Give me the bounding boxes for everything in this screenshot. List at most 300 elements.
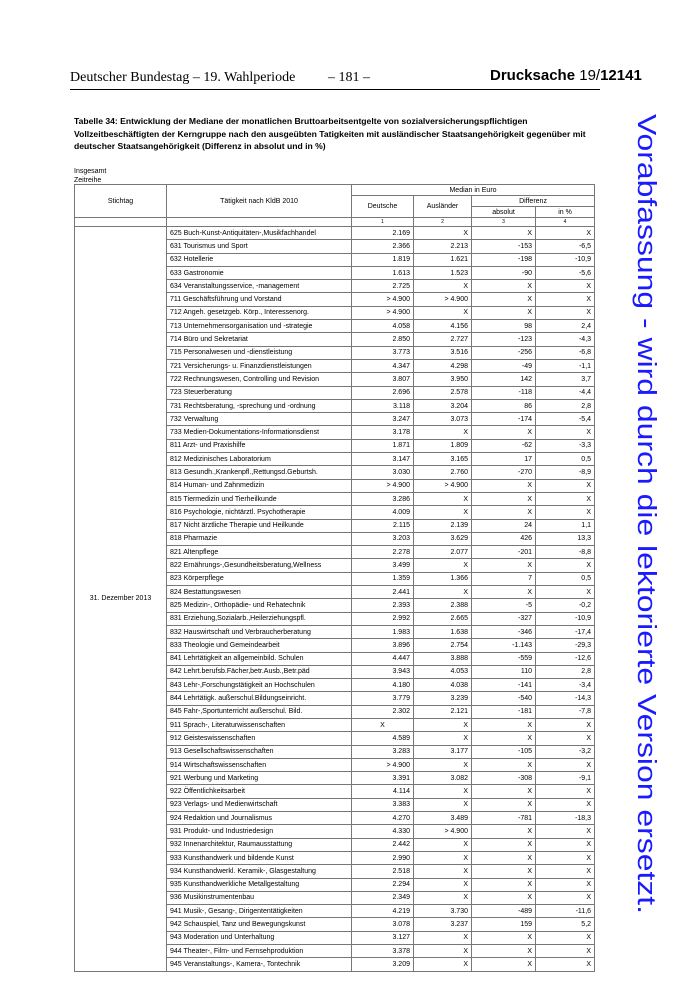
differenz-absolut-cell: -90 bbox=[472, 266, 536, 279]
deutsche-cell: X bbox=[352, 718, 414, 731]
differenz-absolut-cell: X bbox=[472, 785, 536, 798]
deutsche-cell: 2.725 bbox=[352, 280, 414, 293]
meta-line-zeitreihe: Zeitreihe bbox=[74, 177, 102, 184]
differenz-prozent-cell: -8,8 bbox=[536, 546, 595, 559]
differenz-absolut-cell: X bbox=[472, 280, 536, 293]
auslaender-cell: 2.077 bbox=[414, 546, 472, 559]
auslaender-cell: X bbox=[414, 798, 472, 811]
taetigkeit-cell: 713 Unternehmensorganisation und -strategie bbox=[167, 320, 352, 333]
differenz-prozent-cell: X bbox=[536, 838, 595, 851]
differenz-prozent-cell: -9,1 bbox=[536, 772, 595, 785]
differenz-prozent-cell: X bbox=[536, 945, 595, 958]
auslaender-cell: 2.139 bbox=[414, 519, 472, 532]
auslaender-cell: 2.213 bbox=[414, 240, 472, 253]
auslaender-cell: 1.638 bbox=[414, 625, 472, 638]
deutsche-cell: 3.943 bbox=[352, 665, 414, 678]
auslaender-cell: X bbox=[414, 865, 472, 878]
auslaender-cell: X bbox=[414, 838, 472, 851]
deutsche-cell: 2.349 bbox=[352, 891, 414, 904]
differenz-absolut-cell: X bbox=[472, 426, 536, 439]
auslaender-cell: X bbox=[414, 280, 472, 293]
taetigkeit-cell: 714 Büro und Sekretariat bbox=[167, 333, 352, 346]
differenz-prozent-cell: X bbox=[536, 293, 595, 306]
differenz-prozent-cell: -1,1 bbox=[536, 359, 595, 372]
differenz-prozent-cell: X bbox=[536, 586, 595, 599]
auslaender-cell: 4.298 bbox=[414, 359, 472, 372]
table-meta bbox=[74, 167, 106, 185]
taetigkeit-cell: 833 Theologie und Gemeindearbeit bbox=[167, 639, 352, 652]
differenz-absolut-cell: 142 bbox=[472, 373, 536, 386]
column-index: 2 bbox=[414, 218, 472, 227]
deutsche-cell: 3.283 bbox=[352, 745, 414, 758]
differenz-absolut-cell: X bbox=[472, 306, 536, 319]
deutsche-cell: 2.302 bbox=[352, 705, 414, 718]
wage-median-table bbox=[74, 184, 595, 972]
differenz-prozent-cell: 2,8 bbox=[536, 665, 595, 678]
auslaender-cell: 3.237 bbox=[414, 918, 472, 931]
differenz-absolut-cell: X bbox=[472, 878, 536, 891]
differenz-absolut-cell: -198 bbox=[472, 253, 536, 266]
differenz-absolut-cell: X bbox=[472, 227, 536, 240]
auslaender-cell: 3.165 bbox=[414, 453, 472, 466]
differenz-absolut-cell: 17 bbox=[472, 453, 536, 466]
auslaender-cell: 1.523 bbox=[414, 266, 472, 279]
deutsche-cell: 4.330 bbox=[352, 825, 414, 838]
differenz-prozent-cell: -10,9 bbox=[536, 253, 595, 266]
differenz-absolut-cell: -105 bbox=[472, 745, 536, 758]
differenz-absolut-cell: X bbox=[472, 732, 536, 745]
taetigkeit-cell: 817 Nicht ärztliche Therapie und Heilkunde bbox=[167, 519, 352, 532]
taetigkeit-cell: 831 Erziehung,Sozialarb.,Heilerziehungspfl. bbox=[167, 612, 352, 625]
table-body bbox=[75, 227, 595, 972]
differenz-absolut-cell: X bbox=[472, 891, 536, 904]
deutsche-cell: 2.441 bbox=[352, 586, 414, 599]
auslaender-cell: X bbox=[414, 586, 472, 599]
differenz-absolut-cell: -49 bbox=[472, 359, 536, 372]
taetigkeit-cell: 941 Musik-, Gesang-, Dirigententätigkeiten bbox=[167, 905, 352, 918]
side-watermark-text: Vorabfassung - wird durch die lektorierte Version ersetzt. bbox=[632, 114, 660, 754]
differenz-prozent-cell: X bbox=[536, 931, 595, 944]
differenz-absolut-cell: -62 bbox=[472, 439, 536, 452]
deutsche-cell: 1.613 bbox=[352, 266, 414, 279]
differenz-prozent-cell: -3,3 bbox=[536, 439, 595, 452]
differenz-prozent-cell: X bbox=[536, 732, 595, 745]
taetigkeit-cell: 932 Innenarchitektur, Raumausstattung bbox=[167, 838, 352, 851]
taetigkeit-cell: 935 Kunsthandwerkliche Metallgestaltung bbox=[167, 878, 352, 891]
differenz-prozent-cell: -5,6 bbox=[536, 266, 595, 279]
differenz-absolut-cell: -270 bbox=[472, 466, 536, 479]
taetigkeit-cell: 723 Steuerberatung bbox=[167, 386, 352, 399]
taetigkeit-cell: 813 Gesundh.,Krankenpfl.,Rettungsd.Geburtsh. bbox=[167, 466, 352, 479]
auslaender-cell: 3.073 bbox=[414, 413, 472, 426]
differenz-prozent-cell: X bbox=[536, 785, 595, 798]
differenz-absolut-cell: X bbox=[472, 293, 536, 306]
running-header-left: Deutscher Bundestag – 19. Wahlperiode bbox=[70, 70, 296, 85]
deutsche-cell: 2.696 bbox=[352, 386, 414, 399]
differenz-prozent-cell: 1,1 bbox=[536, 519, 595, 532]
taetigkeit-cell: 824 Bestattungswesen bbox=[167, 586, 352, 599]
side-watermark bbox=[618, 110, 678, 930]
auslaender-cell: 3.730 bbox=[414, 905, 472, 918]
deutsche-cell: 2.393 bbox=[352, 599, 414, 612]
differenz-absolut-cell: -118 bbox=[472, 386, 536, 399]
taetigkeit-cell: 634 Veranstaltungsservice, -management bbox=[167, 280, 352, 293]
auslaender-cell: X bbox=[414, 426, 472, 439]
deutsche-cell: 4.114 bbox=[352, 785, 414, 798]
differenz-absolut-cell: X bbox=[472, 798, 536, 811]
auslaender-cell: X bbox=[414, 851, 472, 864]
taetigkeit-cell: 844 Lehrtätigk. außerschul.Bildungseinricht. bbox=[167, 692, 352, 705]
taetigkeit-cell: 822 Ernährungs-,Gesundheitsberatung,Wellness bbox=[167, 559, 352, 572]
differenz-absolut-cell: 426 bbox=[472, 532, 536, 545]
meta-line-insgesamt: Insgesamt bbox=[74, 168, 107, 175]
auslaender-cell: 2.121 bbox=[414, 705, 472, 718]
differenz-absolut-cell: X bbox=[472, 506, 536, 519]
differenz-absolut-cell: -141 bbox=[472, 679, 536, 692]
auslaender-cell: 4.156 bbox=[414, 320, 472, 333]
header-deutsche: Deutsche bbox=[352, 196, 414, 218]
auslaender-cell: X bbox=[414, 945, 472, 958]
taetigkeit-cell: 722 Rechnungswesen, Controlling und Revision bbox=[167, 373, 352, 386]
table-row bbox=[75, 227, 595, 240]
header-differenz: Differenz bbox=[472, 196, 595, 207]
auslaender-cell: 1.809 bbox=[414, 439, 472, 452]
taetigkeit-cell: 721 Versicherungs- u. Finanzdienstleistungen bbox=[167, 359, 352, 372]
taetigkeit-cell: 936 Musikinstrumentenbau bbox=[167, 891, 352, 904]
taetigkeit-cell: 731 Rechtsberatung, -sprechung und -ordnung bbox=[167, 399, 352, 412]
deutsche-cell: 3.118 bbox=[352, 399, 414, 412]
differenz-prozent-cell: X bbox=[536, 825, 595, 838]
taetigkeit-cell: 944 Theater-, Film- und Fernsehproduktion bbox=[167, 945, 352, 958]
differenz-prozent-cell: X bbox=[536, 865, 595, 878]
differenz-prozent-cell: -3,4 bbox=[536, 679, 595, 692]
differenz-prozent-cell: -11,6 bbox=[536, 905, 595, 918]
differenz-absolut-cell: -327 bbox=[472, 612, 536, 625]
differenz-prozent-cell: -17,4 bbox=[536, 625, 595, 638]
deutsche-cell: 2.294 bbox=[352, 878, 414, 891]
deutsche-cell: > 4.900 bbox=[352, 758, 414, 771]
taetigkeit-cell: 821 Altenpflege bbox=[167, 546, 352, 559]
auslaender-cell: X bbox=[414, 891, 472, 904]
differenz-absolut-cell: X bbox=[472, 718, 536, 731]
deutsche-cell: 3.147 bbox=[352, 453, 414, 466]
deutsche-cell: 3.209 bbox=[352, 958, 414, 971]
differenz-prozent-cell: X bbox=[536, 227, 595, 240]
auslaender-cell: X bbox=[414, 559, 472, 572]
differenz-prozent-cell: 3,7 bbox=[536, 373, 595, 386]
taetigkeit-cell: 914 Wirtschaftswissenschaften bbox=[167, 758, 352, 771]
differenz-prozent-cell: -18,3 bbox=[536, 812, 595, 825]
auslaender-cell: X bbox=[414, 732, 472, 745]
deutsche-cell: 2.278 bbox=[352, 546, 414, 559]
doc-prefix: 19/ bbox=[579, 67, 601, 84]
taetigkeit-cell: 812 Medizinisches Laboratorium bbox=[167, 453, 352, 466]
deutsche-cell: > 4.900 bbox=[352, 479, 414, 492]
taetigkeit-cell: 842 Lehrt.berufsb.Fächer,betr.Ausb.,Betr.päd bbox=[167, 665, 352, 678]
auslaender-cell: 4.038 bbox=[414, 679, 472, 692]
differenz-prozent-cell: -6,8 bbox=[536, 346, 595, 359]
differenz-prozent-cell: -4,3 bbox=[536, 333, 595, 346]
taetigkeit-cell: 943 Moderation und Unterhaltung bbox=[167, 931, 352, 944]
differenz-prozent-cell: -8,9 bbox=[536, 466, 595, 479]
differenz-absolut-cell: X bbox=[472, 559, 536, 572]
taetigkeit-cell: 633 Gastronomie bbox=[167, 266, 352, 279]
deutsche-cell: 1.983 bbox=[352, 625, 414, 638]
differenz-absolut-cell: X bbox=[472, 945, 536, 958]
taetigkeit-cell: 825 Medizin-, Orthopädie- und Rehatechnik bbox=[167, 599, 352, 612]
differenz-absolut-cell: X bbox=[472, 838, 536, 851]
auslaender-cell: X bbox=[414, 227, 472, 240]
differenz-absolut-cell: -256 bbox=[472, 346, 536, 359]
differenz-prozent-cell: X bbox=[536, 306, 595, 319]
deutsche-cell: 1.819 bbox=[352, 253, 414, 266]
differenz-absolut-cell: X bbox=[472, 931, 536, 944]
deutsche-cell: 4.347 bbox=[352, 359, 414, 372]
differenz-prozent-cell: -3,2 bbox=[536, 745, 595, 758]
differenz-prozent-cell: X bbox=[536, 280, 595, 293]
differenz-absolut-cell: X bbox=[472, 492, 536, 505]
differenz-prozent-cell: X bbox=[536, 559, 595, 572]
deutsche-cell: 1.359 bbox=[352, 572, 414, 585]
document-number bbox=[490, 67, 642, 84]
auslaender-cell: 2.760 bbox=[414, 466, 472, 479]
differenz-prozent-cell: 2,8 bbox=[536, 399, 595, 412]
deutsche-cell: 3.127 bbox=[352, 931, 414, 944]
doc-number: 12141 bbox=[600, 67, 642, 84]
taetigkeit-cell: 911 Sprach-, Literaturwissenschaften bbox=[167, 718, 352, 731]
header-median: Median in Euro bbox=[352, 185, 595, 196]
taetigkeit-cell: 923 Verlags- und Medienwirtschaft bbox=[167, 798, 352, 811]
taetigkeit-cell: 832 Hauswirtschaft und Verbraucherberatung bbox=[167, 625, 352, 638]
deutsche-cell: 4.589 bbox=[352, 732, 414, 745]
deutsche-cell: 3.247 bbox=[352, 413, 414, 426]
auslaender-cell: 3.239 bbox=[414, 692, 472, 705]
deutsche-cell: 2.169 bbox=[352, 227, 414, 240]
differenz-prozent-cell: X bbox=[536, 891, 595, 904]
taetigkeit-cell: 942 Schauspiel, Tanz und Bewegungskunst bbox=[167, 918, 352, 931]
differenz-prozent-cell: X bbox=[536, 878, 595, 891]
differenz-absolut-cell: -174 bbox=[472, 413, 536, 426]
differenz-prozent-cell: X bbox=[536, 506, 595, 519]
differenz-absolut-cell: X bbox=[472, 586, 536, 599]
taetigkeit-cell: 715 Personalwesen und -dienstleistung bbox=[167, 346, 352, 359]
header-blank bbox=[75, 218, 167, 227]
taetigkeit-cell: 823 Körperpflege bbox=[167, 572, 352, 585]
auslaender-cell: X bbox=[414, 878, 472, 891]
differenz-absolut-cell: X bbox=[472, 958, 536, 971]
stichtag-cell: 31. Dezember 2013 bbox=[75, 227, 167, 972]
deutsche-cell: 3.203 bbox=[352, 532, 414, 545]
taetigkeit-cell: 712 Angeh. gesetzgeb. Körp., Interessenorg. bbox=[167, 306, 352, 319]
differenz-absolut-cell: 110 bbox=[472, 665, 536, 678]
taetigkeit-cell: 934 Kunsthandwerkl. Keramik-, Glasgestaltung bbox=[167, 865, 352, 878]
differenz-prozent-cell: -12,6 bbox=[536, 652, 595, 665]
taetigkeit-cell: 625 Buch-Kunst-Antiquitäten-,Musikfachhandel bbox=[167, 227, 352, 240]
differenz-absolut-cell: -181 bbox=[472, 705, 536, 718]
deutsche-cell: 3.779 bbox=[352, 692, 414, 705]
auslaender-cell: 4.053 bbox=[414, 665, 472, 678]
auslaender-cell: X bbox=[414, 785, 472, 798]
differenz-absolut-cell: 86 bbox=[472, 399, 536, 412]
deutsche-cell: 3.078 bbox=[352, 918, 414, 931]
taetigkeit-cell: 632 Hotellerie bbox=[167, 253, 352, 266]
differenz-absolut-cell: X bbox=[472, 851, 536, 864]
differenz-absolut-cell: -346 bbox=[472, 625, 536, 638]
auslaender-cell: 2.388 bbox=[414, 599, 472, 612]
deutsche-cell: 3.286 bbox=[352, 492, 414, 505]
taetigkeit-cell: 921 Werbung und Marketing bbox=[167, 772, 352, 785]
auslaender-cell: X bbox=[414, 492, 472, 505]
differenz-prozent-cell: X bbox=[536, 798, 595, 811]
header-rule bbox=[70, 89, 600, 90]
differenz-absolut-cell: 98 bbox=[472, 320, 536, 333]
differenz-absolut-cell: -5 bbox=[472, 599, 536, 612]
auslaender-cell: X bbox=[414, 931, 472, 944]
deutsche-cell: > 4.900 bbox=[352, 293, 414, 306]
differenz-absolut-cell: X bbox=[472, 865, 536, 878]
deutsche-cell: 3.807 bbox=[352, 373, 414, 386]
differenz-absolut-cell: X bbox=[472, 479, 536, 492]
auslaender-cell: 3.629 bbox=[414, 532, 472, 545]
taetigkeit-cell: 811 Arzt- und Praxishilfe bbox=[167, 439, 352, 452]
taetigkeit-cell: 814 Human- und Zahnmedizin bbox=[167, 479, 352, 492]
taetigkeit-cell: 945 Veranstaltungs-, Kamera-, Tontechnik bbox=[167, 958, 352, 971]
auslaender-cell: 1.366 bbox=[414, 572, 472, 585]
doc-label: Drucksache bbox=[490, 67, 576, 84]
auslaender-cell: > 4.900 bbox=[414, 293, 472, 306]
auslaender-cell: 2.578 bbox=[414, 386, 472, 399]
differenz-absolut-cell: -540 bbox=[472, 692, 536, 705]
differenz-prozent-cell: X bbox=[536, 758, 595, 771]
auslaender-cell: X bbox=[414, 758, 472, 771]
header-taetigkeit: Tätigkeit nach KldB 2010 bbox=[167, 185, 352, 218]
column-index: 1 bbox=[352, 218, 414, 227]
deutsche-cell: 2.850 bbox=[352, 333, 414, 346]
differenz-prozent-cell: -4,4 bbox=[536, 386, 595, 399]
taetigkeit-cell: 912 Geisteswissenschaften bbox=[167, 732, 352, 745]
taetigkeit-cell: 845 Fahr-,Sportunterricht außerschul. Bild. bbox=[167, 705, 352, 718]
taetigkeit-cell: 924 Redaktion und Journalismus bbox=[167, 812, 352, 825]
differenz-prozent-cell: 0,5 bbox=[536, 572, 595, 585]
differenz-absolut-cell: 24 bbox=[472, 519, 536, 532]
table-title: Tabelle 34: Entwicklung der Mediane der monatlichen Bruttoarbeitsentgelte von sozialversicherungspflichtigen Vollzeitbeschäftigten der Kerngruppe nach den ausgeübten Tatigkeiten mit ausländischer Staatsangehörigkeit gegenüber mit deutscher Staatsangehörigkeit (Differenz in absolut und in %) bbox=[74, 116, 586, 151]
deutsche-cell: 4.270 bbox=[352, 812, 414, 825]
deutsche-cell: 3.378 bbox=[352, 945, 414, 958]
taetigkeit-cell: 816 Psychologie, nichtärztl. Psychotherapie bbox=[167, 506, 352, 519]
auslaender-cell: 2.665 bbox=[414, 612, 472, 625]
auslaender-cell: > 4.900 bbox=[414, 825, 472, 838]
auslaender-cell: > 4.900 bbox=[414, 479, 472, 492]
deutsche-cell: 3.178 bbox=[352, 426, 414, 439]
taetigkeit-cell: 711 Geschäftsführung und Vorstand bbox=[167, 293, 352, 306]
taetigkeit-cell: 922 Öffentlichkeitsarbeit bbox=[167, 785, 352, 798]
deutsche-cell: 3.391 bbox=[352, 772, 414, 785]
header-prozent: in % bbox=[536, 207, 595, 218]
deutsche-cell: 4.180 bbox=[352, 679, 414, 692]
auslaender-cell: 3.950 bbox=[414, 373, 472, 386]
auslaender-cell: 1.621 bbox=[414, 253, 472, 266]
auslaender-cell: X bbox=[414, 958, 472, 971]
differenz-absolut-cell: -1.143 bbox=[472, 639, 536, 652]
column-index: 3 bbox=[472, 218, 536, 227]
deutsche-cell: 2.992 bbox=[352, 612, 414, 625]
taetigkeit-cell: 841 Lehrtätigkeit an allgemeinbild. Schulen bbox=[167, 652, 352, 665]
column-index: 4 bbox=[536, 218, 595, 227]
deutsche-cell: 3.773 bbox=[352, 346, 414, 359]
header-auslaender: Ausländer bbox=[414, 196, 472, 218]
taetigkeit-cell: 733 Medien-Dokumentations-Informationsdienst bbox=[167, 426, 352, 439]
deutsche-cell: 4.058 bbox=[352, 320, 414, 333]
auslaender-cell: 3.082 bbox=[414, 772, 472, 785]
differenz-absolut-cell: X bbox=[472, 758, 536, 771]
auslaender-cell: 2.727 bbox=[414, 333, 472, 346]
differenz-absolut-cell: 159 bbox=[472, 918, 536, 931]
deutsche-cell: 1.871 bbox=[352, 439, 414, 452]
taetigkeit-cell: 931 Produkt- und Industriedesign bbox=[167, 825, 352, 838]
differenz-prozent-cell: -0,2 bbox=[536, 599, 595, 612]
taetigkeit-cell: 815 Tiermedizin und Tierheilkunde bbox=[167, 492, 352, 505]
deutsche-cell: 3.030 bbox=[352, 466, 414, 479]
differenz-absolut-cell: -201 bbox=[472, 546, 536, 559]
auslaender-cell: 2.754 bbox=[414, 639, 472, 652]
deutsche-cell: 3.383 bbox=[352, 798, 414, 811]
differenz-absolut-cell: -123 bbox=[472, 333, 536, 346]
differenz-prozent-cell: X bbox=[536, 718, 595, 731]
deutsche-cell: 2.366 bbox=[352, 240, 414, 253]
deutsche-cell: 2.442 bbox=[352, 838, 414, 851]
differenz-prozent-cell: -6,5 bbox=[536, 240, 595, 253]
differenz-prozent-cell: X bbox=[536, 851, 595, 864]
deutsche-cell: 3.499 bbox=[352, 559, 414, 572]
deutsche-cell: 3.896 bbox=[352, 639, 414, 652]
header-stichtag: Stichtag bbox=[75, 185, 167, 218]
differenz-prozent-cell: 13,3 bbox=[536, 532, 595, 545]
differenz-absolut-cell: -308 bbox=[472, 772, 536, 785]
deutsche-cell: 2.518 bbox=[352, 865, 414, 878]
taetigkeit-cell: 933 Kunsthandwerk und bildende Kunst bbox=[167, 851, 352, 864]
differenz-prozent-cell: -10,9 bbox=[536, 612, 595, 625]
differenz-absolut-cell: -559 bbox=[472, 652, 536, 665]
deutsche-cell: > 4.900 bbox=[352, 306, 414, 319]
taetigkeit-cell: 732 Verwaltung bbox=[167, 413, 352, 426]
differenz-prozent-cell: -5,4 bbox=[536, 413, 595, 426]
differenz-absolut-cell: -489 bbox=[472, 905, 536, 918]
differenz-prozent-cell: -29,3 bbox=[536, 639, 595, 652]
differenz-prozent-cell: 2,4 bbox=[536, 320, 595, 333]
header-absolut: absolut bbox=[472, 207, 536, 218]
differenz-prozent-cell: X bbox=[536, 479, 595, 492]
differenz-absolut-cell: X bbox=[472, 825, 536, 838]
differenz-absolut-cell: -153 bbox=[472, 240, 536, 253]
differenz-absolut-cell: 7 bbox=[472, 572, 536, 585]
taetigkeit-cell: 843 Lehr-,Forschungstätigkeit an Hochschulen bbox=[167, 679, 352, 692]
differenz-prozent-cell: -14,3 bbox=[536, 692, 595, 705]
page-number: – 181 – bbox=[328, 70, 370, 85]
auslaender-cell: X bbox=[414, 506, 472, 519]
auslaender-cell: X bbox=[414, 718, 472, 731]
deutsche-cell: 2.115 bbox=[352, 519, 414, 532]
auslaender-cell: 3.177 bbox=[414, 745, 472, 758]
auslaender-cell: 3.489 bbox=[414, 812, 472, 825]
taetigkeit-cell: 913 Gesellschaftswissenschaften bbox=[167, 745, 352, 758]
deutsche-cell: 4.447 bbox=[352, 652, 414, 665]
auslaender-cell: 3.516 bbox=[414, 346, 472, 359]
differenz-prozent-cell: X bbox=[536, 426, 595, 439]
taetigkeit-cell: 818 Pharmazie bbox=[167, 532, 352, 545]
differenz-absolut-cell: -781 bbox=[472, 812, 536, 825]
differenz-prozent-cell: -7,8 bbox=[536, 705, 595, 718]
differenz-prozent-cell: X bbox=[536, 958, 595, 971]
